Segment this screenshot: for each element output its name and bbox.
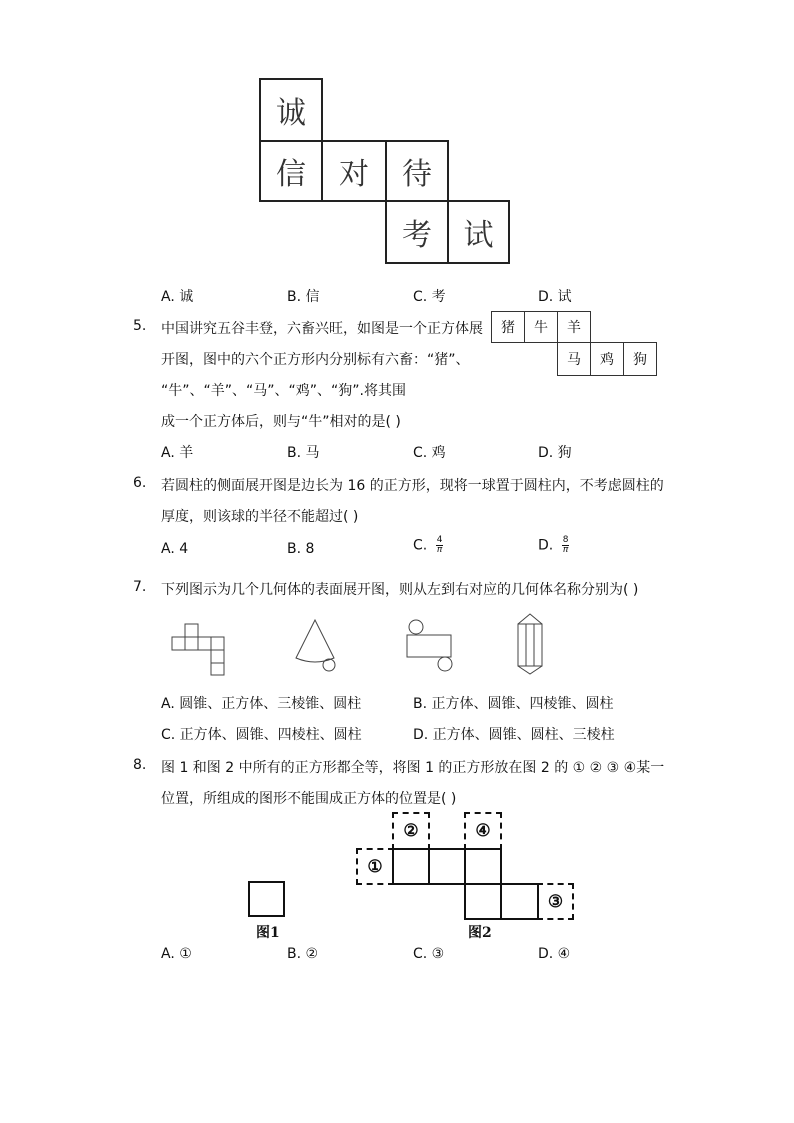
q6-text-line1: 若圆柱的侧面展开图是边长为 16 的正方形，现将一球置于圆柱内，不考虑圆柱的 [161,478,664,494]
q5-net-cell-sheep: 羊 [557,311,591,343]
q6-text-line2: 厚度，则该球的半径不能超过( ) [161,509,359,525]
q6-option-b[interactable]: B. 8 [287,541,315,557]
q7-text-line1: 下列图示为几个几何体的表面展开图，则从左到右对应的几何体名称分别为( ) [161,582,639,598]
fig2-position-1[interactable]: ① [356,848,394,885]
q4-option-b[interactable]: B. 信 [287,289,320,305]
fraction-numerator: 8 [562,535,569,545]
q6-option-a[interactable]: A. 4 [161,541,189,557]
fig2-caption: 图2 [468,925,492,941]
q8-option-d[interactable]: D. ④ [538,946,571,962]
q5-net-cell-dog: 狗 [623,342,657,376]
fraction-denominator: π [562,545,569,555]
q5-net-cell-chicken: 鸡 [590,342,624,376]
q7-nets-figure [160,612,560,676]
q7-option-d[interactable]: D. 正方体、圆锥、圆柱、三棱柱 [413,727,615,743]
q8-option-b[interactable]: B. ② [287,946,319,962]
cone-net [296,620,335,671]
net-cell-3: 对 [321,140,387,202]
net-cell-5: 考 [385,200,449,264]
fig1-square [248,881,285,917]
q8-number: 8. [133,757,147,773]
net-cell-6: 试 [447,200,510,264]
q6-option-c-label: C. [413,537,428,554]
q5-number: 5. [133,318,147,334]
q5-option-b[interactable]: B. 马 [287,445,320,461]
q7-number: 7. [133,579,147,595]
net-cell-1: 诚 [259,78,323,142]
q8-option-c[interactable]: C. ③ [413,946,445,962]
q8-text-line1: 图 1 和图 2 中所有的正方形都全等，将图 1 的正方形放在图 2 的 ① ② ③ ④某一 [161,760,665,776]
q5-text-line1: 中国讲究五谷丰登，六畜兴旺，如图是一个正方体展 [161,321,483,337]
net-cell-2: 信 [259,140,323,202]
net-cell-4: 待 [385,140,449,202]
fig2-square [392,848,430,885]
fig2-square [500,883,539,920]
q5-text-line3: “牛”、“羊”、“马”、“鸡”、“狗”.将其围 [161,383,406,399]
q6-number: 6. [133,475,147,491]
fig2-position-3[interactable]: ③ [537,883,574,920]
q4-option-c[interactable]: C. 考 [413,289,446,305]
q5-text-line2: 开图，图中的六个正方形内分别标有六畜：“猪”、 [161,352,470,368]
q7-option-c[interactable]: C. 正方体、圆锥、四棱柱、圆柱 [161,727,362,743]
q8-text-line2: 位置，所组成的图形不能围成正方体的位置是( ) [161,791,457,807]
q5-net-cell-ox: 牛 [524,311,558,343]
fig2-position-2[interactable]: ② [392,812,430,850]
q6-option-d[interactable] [538,536,569,555]
prism-net [518,614,542,674]
fraction-numerator: 4 [436,535,443,545]
fig2-square [464,848,502,885]
q5-option-c[interactable]: C. 鸡 [413,445,446,461]
fraction-8-over-pi [562,536,570,555]
fig2-square [464,883,502,920]
q7-option-a[interactable]: A. 圆锥、正方体、三棱锥、圆柱 [161,696,362,712]
fraction-4-over-pi [436,536,444,555]
q4-option-d[interactable]: D. 试 [538,289,572,305]
fig2-position-4[interactable]: ④ [464,812,502,850]
fig1-caption: 图1 [256,925,280,941]
fig2-square [428,848,466,885]
cylinder-net [407,620,452,671]
q6-option-c[interactable] [413,536,443,555]
q6-option-d-label: D. [538,537,554,554]
cube-net [172,624,224,675]
q8-option-a[interactable]: A. ① [161,946,192,962]
q5-net-cell-pig: 猪 [491,311,525,343]
q5-option-a[interactable]: A. 羊 [161,445,194,461]
q5-text-line4: 成一个正方体后，则与“牛”相对的是( ) [161,414,401,430]
q5-net-cell-horse: 马 [557,342,591,376]
q4-option-a[interactable]: A. 诚 [161,289,194,305]
q7-option-b[interactable]: B. 正方体、圆锥、四棱锥、圆柱 [413,696,614,712]
q5-option-d[interactable]: D. 狗 [538,445,572,461]
fraction-denominator: π [436,545,443,555]
